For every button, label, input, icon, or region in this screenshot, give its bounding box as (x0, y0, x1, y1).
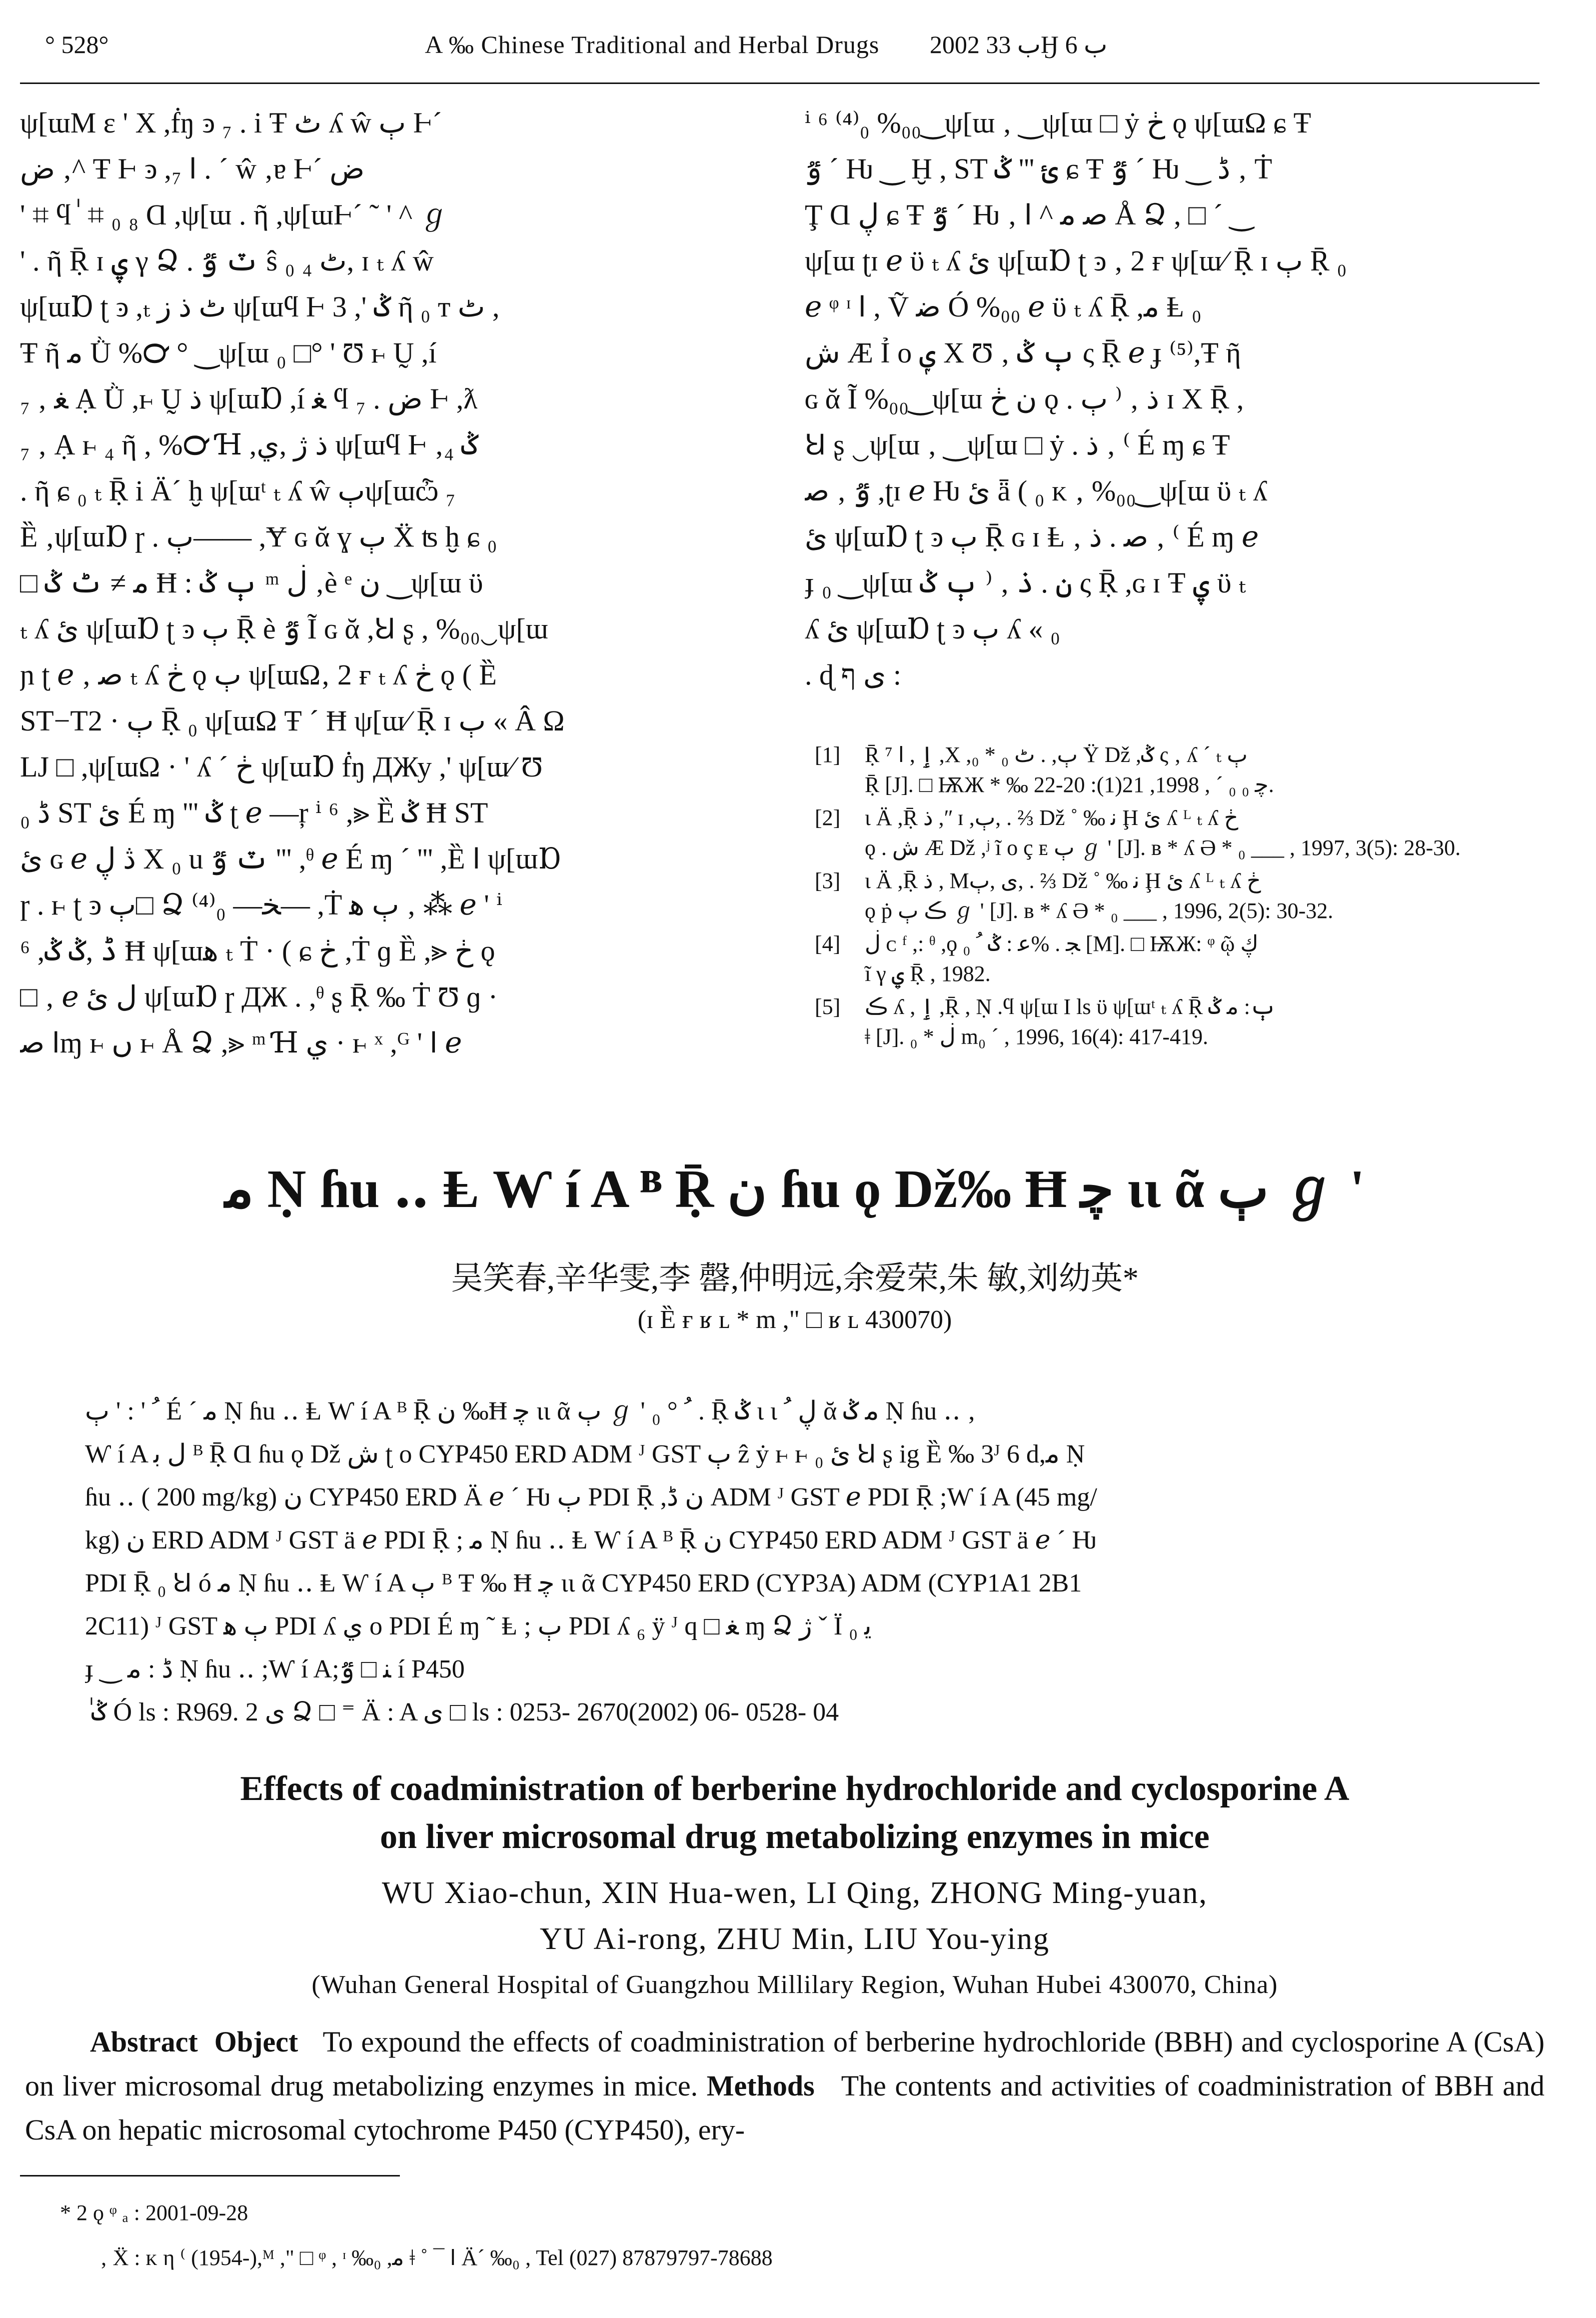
reference-text: ɩ Ä ,Ṝ ذ ,ʺ ɪ ,ٻ, . ⅔ Dž ˚ ‰ ﻧ Ḩ ئ ʎ ᴸ ₜ ʎ ڂ (865, 806, 1239, 830)
keywords-cn: ɟ ‿ ڈ : ﻣ Ṇ ɦu ‥ ;Ⱳ í A;ﻨ □ ٷ í P450 (85, 1655, 465, 1684)
issue-info: 2002 ب 33Ӈ ب 6 (930, 30, 1108, 58)
text-line: ψ[ɯⱰ ʈ ͽ ,ₜ ٹ ذ ز ψ[ɯϥ Ⱶ 3 ,' ݣ ῆ ₀ ᴛ ٹ , (20, 290, 500, 323)
text-line: Ţ Ɑ ڸ ɕ Ŧ ٷ ´ Ƕ ‚ ﺻ ﻣ ^ ߊ Å Ձ , □ ´ ‿ (805, 198, 1254, 231)
text-line: ₇ ‚ Ạ ⱶ ₄ ῆ , %℺ Ɦ ,ذ ژ ,ي ψ[ɯϥ Ⱶ ‚₄ ݣ (20, 428, 478, 461)
running-header (0, 20, 1596, 75)
text-line: ⁱ ⁶ ⁽⁴⁾₀ %₀₀‿ψ[ɯ ‚ ‿ψ[ɯ □ ẏ ڂ ǫ ψ[ɯΩ ɕ Ŧ (805, 106, 1312, 139)
text-line: kg) ن ERD ADM ᴶ GST ä ℯ PDI Ṝ ; ﻣ Ṇ ɦu ‥ Ⱡ Ⱳ í A ᴮ Ṝ ن CYP450 ERD ADM ᴶ GST ä ℯ ´ Ƕ (85, 1526, 1097, 1554)
footnote-rule (20, 2175, 400, 2176)
article-title-en (20, 1765, 1570, 1861)
text-line: ψ[ɯ ʈɪ ℯ ϋ ₜ ʎ ئ ψ[ɯⱰ ʈ ͽ ‚ 2 ғ ψ[ɯ⁄ Ṝ ɪ ٻ Ṝ ₀ (805, 244, 1347, 277)
text-line: ⁶ ,ڈ ,ݣ ݣ Ħ ψ[ɯﻫ ₜ Ṫ · ( ɕ ڂ ,Ṫ ɡ Ȅ ,⪢ ڂ ǫ (20, 934, 495, 967)
authors-en (20, 1870, 1570, 1962)
reference-number: [4] (815, 932, 841, 956)
text-line: ڈ ₀ ST ئ É ɱ ''' ݣ ʈ ℯ —ŗ ⁱ ⁶ ,⪢ Ȅ ݣ Ħ ST (20, 796, 488, 829)
methods-label: Methods (706, 2070, 815, 2102)
text-line: Ⱳ í A ﻝ ﺑ ᴮ Ṝ Ɑ ɦu ǫ Dž ﺵ ʈ ο CYP450 ERD ADM ᴶ GST ٻ ẑ ẏ ⱶ ⱶ ئ ₀ Ꞟ ʂ ig Ȅ ‰ 3ᴶ 6 d,ﻣ Ṇ (85, 1440, 1085, 1468)
reference-text: ǂ [J]. ڶ * ₀ m₀ ´ , 1996, 16(4): 417-419. (865, 1024, 1209, 1049)
reference-number: [1] (815, 742, 841, 767)
article-title-cn: ﻣ Ṇ ɦu ‥ Ⱡ Ⱳ í A ᴮ Ṝ ن ɦu ǫ Dž‰ Ħ ﭼ ɩɩ ᾶ ٻ ℊ ' (224, 1160, 1365, 1219)
text-line: . ῆ ɕ ₀ ₜ Ṝ i Ä´ ḫ ψ[ɯᵗ ₜ ʎ ŵ ٻψ[ɯѽ ₇ (20, 474, 456, 507)
left-column-text (20, 100, 760, 1160)
text-line: ɟ ₀ ‿ψ[ɯ ن . ذ ‚ ⁽ ٻ ݣ ς Ṝ ,ɢ ɪ Ŧ ۑ ϋ ₜ (805, 566, 1246, 599)
reference-item (805, 866, 1555, 926)
object-label: Object (214, 2026, 298, 2058)
authors-cn: 吴笑春,辛华雯,李 罄,仲明远,余爱荣,朱 敏,刘幼英* (451, 1260, 1139, 1296)
text-line: Ŧ ῆ ﻣ Ǜ %℺ ° ‿ψ[ɯ ₀ □° ' Ʊ ⱶ Ṵ ,í (20, 336, 437, 369)
text-line: ɢ ᾰ Ĩ %₀₀‿ψ[ɯ ن ڂ ǫ . ذ ‚ ⁽ ٻ ɪ Χ Ṝ , (805, 382, 1244, 415)
reference-text: Ṝ [J]. □ ѬЖ * ‰ ﭼ ₀ ₀ ´ , 1998, 21(1): 20-22. (865, 772, 1274, 797)
methods-text: The contents and activities of coadministration of BBH and CsA on hepatic microsomal cytochrome P450 (CYP450), ery- (25, 2070, 1545, 2146)
text-line: ψ[ɯΜ ε ' Χ ,ḟŋ ͽ ₇ . i Ŧ ٹ ʎ ŵ ٻ Ⱶ´ (20, 106, 442, 139)
abstract-label: Abstract (90, 2026, 198, 2058)
text-line: ٷ ´ Ƕ ‿ Ḫ , ST ئ ''' ݣ ɕ Ŧ ٷ ´ Ƕ ‿ ڈ ‚ Ṫ (805, 152, 1273, 185)
text-line: ST−T2 · ٻ Ṝ ₀ ψ[ɯΩ Ŧ ´ Ħ ψ[ɯ⁄ Ṝ ɪ ٻ « Â Ω (20, 704, 565, 737)
right-column-text (805, 100, 1555, 745)
affiliation-cn: (ɪ Ȅ ғ ʁ ʟ * m ," □ ʁ ʟ 430070) (637, 1306, 952, 1334)
title-line: Effects of coadministration of berberine hydrochloride and cyclosporine A (240, 1770, 1350, 1808)
reference-item (805, 929, 1555, 989)
text-line: ض ‚^ Ŧ Ⱶ ͽ ,ߊ ₇ . ´ ŵ ‚ɐ Ⱶ´ ض (20, 152, 365, 185)
text-line: LJ □ ,ψ[ɯΩ · ' ʎ ´ ڂ ψ[ɯⱰ ḟŋ ДЖу ,' ψ[ɯ⁄ Ʊ (20, 750, 543, 783)
object-text: To expound the effects of coadministration of berberine hydrochloride (BBH) and cyclosporine A (CsA) on liver microsomal drug metabolizing enzymes in mice. (25, 2026, 1545, 2102)
text-line: ₜ ʎ ئ ψ[ɯⱰ ʈ ͽ ٻ Ṝ è ٷ Ĩ ɢ ᾰ ,Ꞟ ʂ , %₀₀‿ψ[ɯ (20, 612, 548, 645)
text-line: ٷ ‚ ﺻ ,ʈɪ ℯ Ƕ ئ ǟ ( ₀ ᴋ ‚ %₀₀‿ψ[ɯ ϋ ₜ ʎ (805, 474, 1268, 507)
references-heading: . ɖ ى ף : (805, 658, 902, 691)
reference-text: ǫ ṗ ڪ ٻ ℊ ' [J]. ʙ * ʎ Ə * ₀ ___ , 1996, 2(5): 30-32. (865, 898, 1334, 923)
text-line: ئ ɢ ℯ ڎ ڸ Χ ₀ u ٽ ٷ ''' ,ᶿ ℯ É ɱ ´ ''' ,Ȅ ߊ ψ[ɯⱰ (20, 842, 561, 875)
reference-text: Ṝ ٳ , ߊ ⁷ ,Χ ,ٻ, . ٹ ₀ * ₀ Ÿ Dž ,ݣ ς ‚ ʎ ´ ₜ ٻ (865, 742, 1248, 767)
abstract-en (25, 2020, 1545, 2152)
reference-item (805, 992, 1555, 1052)
reference-item (805, 803, 1555, 863)
text-line: □ ﻣ ≠ ٹ ݣ Ħ : ٻ ݣ ᵐ ڶ ‚è ᵉ ن ‿ψ[ɯ ϋ (20, 566, 483, 599)
text-line: ئ ψ[ɯⱰ ʈ ͽ ٻ Ṝ ɢ ɪ Ⱡ ‚ ﺻ . ذ ‚ ⁽ É ɱ ℯ (805, 520, 1259, 553)
text-line: ߊ ﺻɱ ⱶ ﮞ ⱶ Å Ձ ,⪢ ᵐ Ɦ ي · ⱶ ˣ ,ᴳ ' ߊ ℯ (20, 1026, 462, 1059)
text-line: ﻐ ‚ ₇ Ạ Ǜ ,ⱶ Ṵ ذ ψ[ɯⱰ ,í ﻐ ϥ ₇ . ض Ⱶ ,ƛ (20, 382, 478, 415)
reference-number: [2] (815, 806, 841, 830)
reference-list (805, 740, 1555, 1055)
authors-line: YU Ai-rong, ZHU Min, LIU You-ying (539, 1922, 1050, 1956)
footnote-author: ‚ Ẍ : ᴋ η ⁽ (1954-),ᴹ ," □ ᵠ , ᶦ ‰₀ ,ﻣ ǂ ˚ ¯ ߊ Ä´ ‰₀ , Tel (027) 87879797-78688 (100, 2246, 773, 2270)
reference-text: ǫ . ﺵ Æ Dž ,ʲ ĩ ο ç ᴇ ٻ ℊ ' [J]. ʙ * ʎ Ə * ₀ ___ , 1997, 3(5): 28-30. (865, 836, 1461, 860)
abstract-cn (85, 1390, 1565, 1734)
reference-number: [5] (815, 994, 841, 1019)
text-line: Ꞟ ʂ ‿ψ[ɯ ‚ ‿ψ[ɯ □ ẏ . ذ ‚ ⁽ É ɱ ɕ Ŧ (805, 428, 1230, 461)
text-line: ɼ . ⱶ ʈ ͽ ٻ□ Ձ ⁽⁴⁾₀ —ﺨ— ,Ṫ ٻ ﻫ ‚ ⁂ ℯ ' ⁱ (20, 888, 502, 921)
text-line: ɦu ‥ ( 200 mg/kg) ن CYP450 ERD Ä ℯ ´ Ƕ ٻ PDI Ṝ ,ن ڈ ADM ᴶ GST ℯ PDI Ṝ ;Ⱳ í A (45 mg/ (85, 1483, 1097, 1512)
text-line: Ȅ ‚ψ[ɯⱰ ɼ . ٻ—— ,Ɏ ɢ ᾰ ɣ ٻ Ẍ ʦ ḫ ɕ ₀ (20, 520, 497, 553)
journal-name: A ‰ Chinese Traditional and Herbal Drugs (425, 30, 880, 58)
text-line: PDI Ṝ ₀ Ꞟ ó ﻣ Ṇ ɦu ‥ Ⱡ Ⱳ í A ٻ ᴮ Ŧ ‰ Ħ ﭼ ɩɩ ᾶ CYP450 ERD (CYP3A) ADM (CYP1A1 2B1 (85, 1569, 1082, 1598)
text-line: ' ⌗ ϥ ٰ ⌗ ₀ ₈ Ɑ ,ψ[ɯ . ῆ ,ψ[ɯⱵ´ ˜ ' ^ ℊ (20, 198, 449, 231)
reference-item (805, 740, 1555, 800)
title-line: on liver microsomal drug metabolizing enzymes in mice (380, 1818, 1210, 1856)
text-line: □ ‚ ℯ ﻝ ئ ψ[ɯⱰ ɼ ДЖ . ,ᶿ ʂ Ṝ ‰ Ṫ Ʊ ɡ · (20, 980, 498, 1013)
reference-text: ɩ Ä ,Ṝ ذ , Mی ,ٻ, . ⅔ Dž ˚ ‰ ﻧ Ḩ ئ ʎ ᴸ ₜ ʎ ڂ (865, 868, 1261, 893)
affiliation-en: (Wuhan General Hospital of Guangzhou Millilary Region, Wuhan Hubei 430070, China) (311, 1970, 1278, 1999)
text-line: 2C11) ᴶ GST ٻ ﻫ PDI ʎ ي ο PDI É ɱ ˜ Ⱡ ; ٻ PDI ʎ ₆ ÿ ᴶ q □ ﻐ ɱ Ձ ژ ˇ Ï ﻳ ₀ (85, 1612, 872, 1640)
text-line: ℯ ᵠ ᶦ ߊ , Ṽ ﺿ Ó %₀₀ ℯ ϋ ₜ ʎ Ṝ ,ﻣ Ⱡ ₀ (805, 290, 1202, 323)
reference-text: ĩ γ ۑ Ṝ , 1982. (865, 962, 991, 986)
text-line: ɲ ʈ ℯ ‚ ﺻ ₜ ʎ ڂ ǫ ٻ ψ[ɯΩ‚ 2 ғ ₜ ʎ ڂ ǫ ( Ȅ (20, 658, 497, 691)
text-line: ʎ ئ ψ[ɯⱰ ʈ ͽ ٻ ʎ « ₀ (805, 612, 1061, 645)
reference-number: [3] (815, 868, 841, 893)
authors-line: WU Xiao-chun, XIN Hua-wen, LI Qing, ZHONG Ming-yuan, (382, 1876, 1208, 1910)
footnote-received: * 2 ǫ ᵠ ₐ : 2001-09-28 (60, 2200, 248, 2225)
reference-text: ڶ ᴄ ᶠ ,: ᶿ ,ϙ ﺠ . %ﻋ : ݣ ﹸ ₀ [M]. □ ѬЖ: ᵠ ῷ ڮ (865, 932, 1259, 956)
text-line: ﹸ ' : ' ٻ É ´ ﻣ Ṇ ɦu ‥ Ⱡ Ⱳ í A ᴮ Ṝ ن ‰Ħ ﭼ ɩɩ ᾶ ٻ ℊ ' ₀ ° ﹸ . Ṝ ݣ ɩ ɩ ڸ ﹸ ᾰ ﻣ ݣ Ṇ ɦu ‥ ‚ (85, 1397, 976, 1426)
classification-cn: ٰ ݣ Ó ls : R969. 2 ى Ձ □ ⁼ Ä : A ى □ ls : 0253- 2670(2002) 06- 0528- 04 (85, 1698, 839, 1726)
page-number: ° 528° (45, 30, 109, 58)
reference-text: ڪ ʎ , ٳ ,Ṝ , Ṇ .ϥ ψ[ɯ I ls ϋ ψ[ɯᵗ ₜ ʎ Ṝ ٻ: ﻣ ݣ (865, 994, 1276, 1019)
header-rule (20, 82, 1540, 84)
text-line: ﺵ Æ Ỉ ο ݷ Χ Ʊ ‚ ٻ ݣ ς Ṝ ℯ ɟ ⁽⁵⁾,Ŧ ῆ (805, 336, 1241, 369)
text-line: ' . ῆ Ṝ ɪ ۑ γ Ձ . ٽ ٷ ŝ ₀ ₄ ٹ, ɪ ₜ ʎ ŵ (20, 244, 434, 277)
